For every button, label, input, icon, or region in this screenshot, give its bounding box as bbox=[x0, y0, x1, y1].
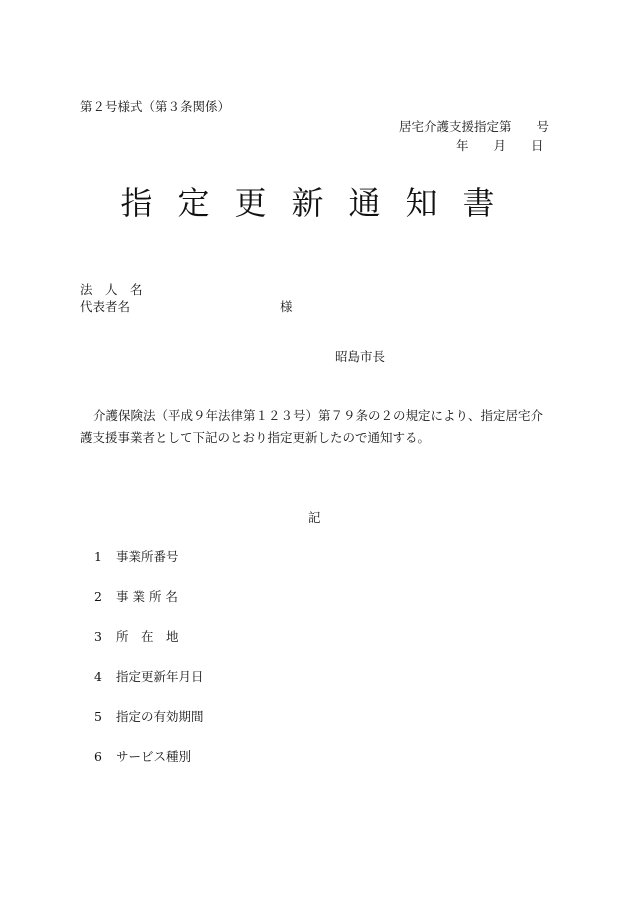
item-label: 指定の有効期間 bbox=[116, 709, 204, 724]
honorific: 様 bbox=[280, 299, 293, 314]
item-number: 6 bbox=[94, 749, 102, 764]
list-item bbox=[94, 587, 178, 605]
item-label: 指定更新年月日 bbox=[116, 669, 204, 684]
representative-name-label: 代表者名 bbox=[80, 299, 131, 314]
item-number: 5 bbox=[94, 709, 102, 724]
item-label: 事業所番号 bbox=[116, 549, 179, 564]
designation-number: 居宅介護支援指定第 号 bbox=[399, 119, 550, 134]
item-number: 4 bbox=[94, 669, 102, 684]
item-number: 2 bbox=[94, 589, 102, 604]
notice-body: 介護保険法（平成９年法律第１２３号）第７９条の２の規定により、指定居宅介護支援事業者として下記のとおり指定更新したので通知する。 bbox=[80, 408, 544, 445]
list-item bbox=[94, 547, 179, 565]
issuer: 昭島市長 bbox=[335, 349, 386, 364]
item-label: サービス種別 bbox=[116, 749, 192, 764]
form-number: 第２号様式（第３条関係） bbox=[80, 99, 231, 114]
item-label: 事 業 所 名 bbox=[116, 589, 178, 604]
list-item bbox=[94, 667, 204, 685]
list-item bbox=[94, 747, 191, 765]
item-label: 所 在 地 bbox=[116, 629, 179, 644]
document-title: 指定更新通知書 bbox=[120, 184, 520, 222]
issue-date: 年 月 日 bbox=[456, 138, 544, 153]
list-item bbox=[94, 707, 204, 725]
list-item bbox=[94, 627, 179, 645]
corporation-name-label: 法 人 名 bbox=[80, 282, 143, 297]
record-heading: 記 bbox=[308, 510, 321, 525]
item-number: 3 bbox=[94, 629, 102, 644]
item-number: 1 bbox=[94, 549, 102, 564]
